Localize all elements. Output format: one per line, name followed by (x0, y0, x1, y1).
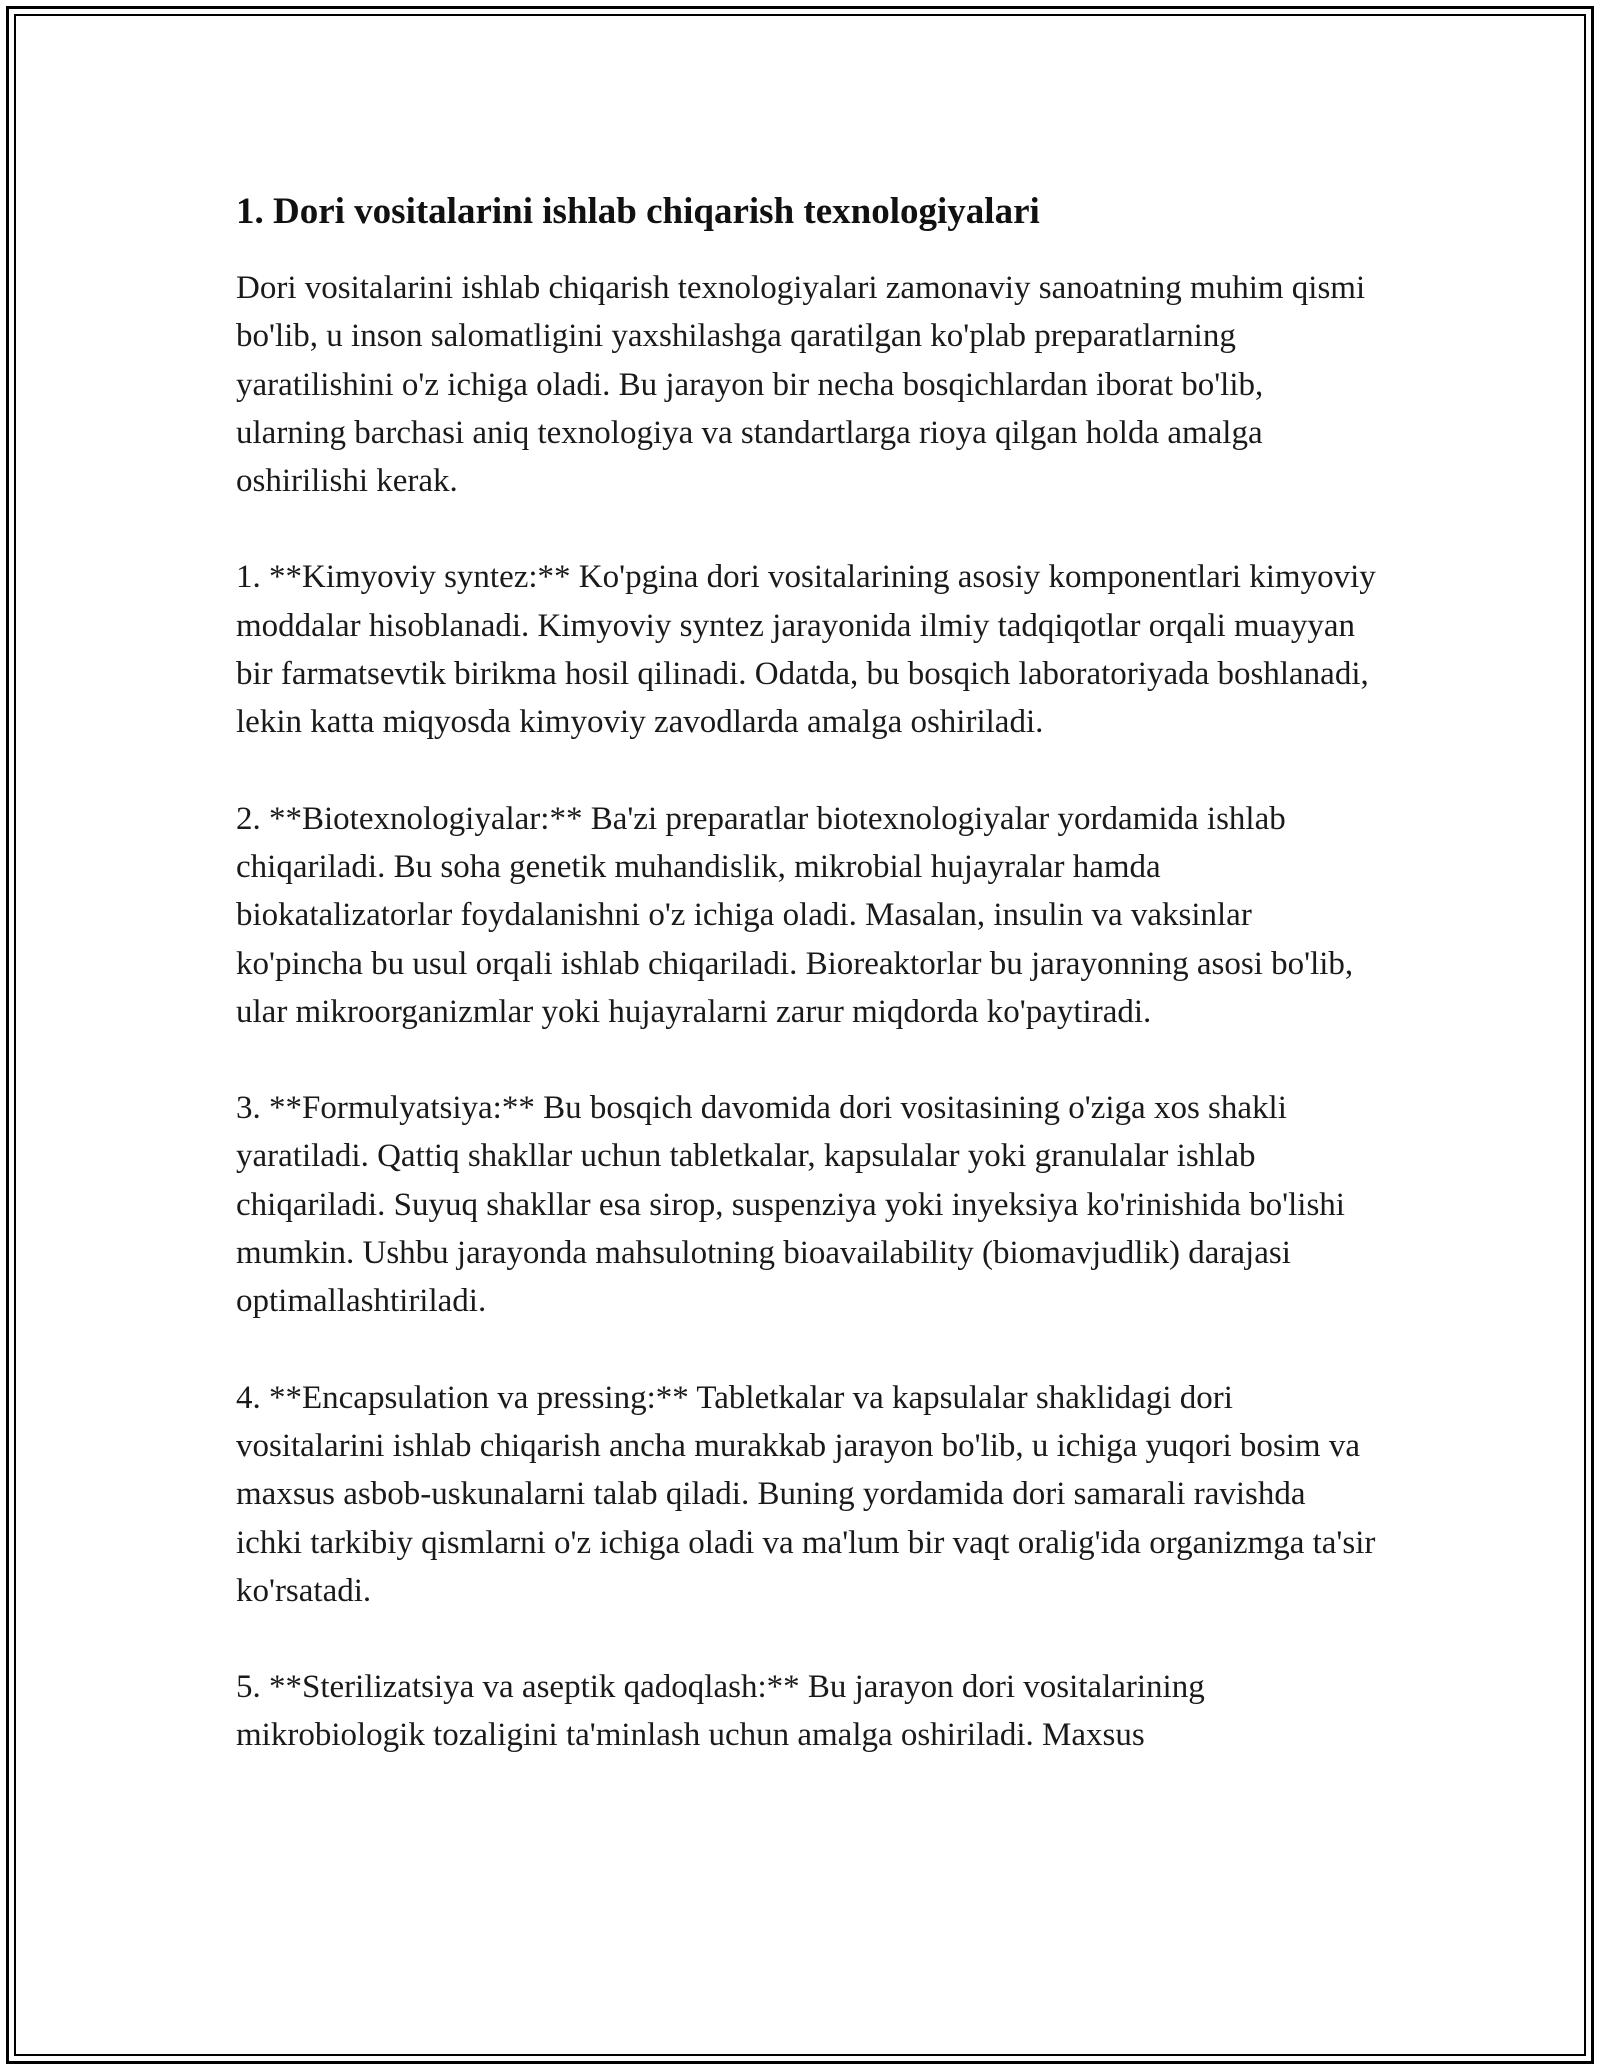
intro-paragraph: Dori vositalarini ishlab chiqarish texnologiyalari zamonaviy sanoatning muhim qismi bo'lib, u inson salomatligini yaxshilashga qaratilgan ko'plab preparatlarning yaratilishini o'z ichiga oladi. Bu jarayon bir necha bosqichlardan iborat bo'lib, ularning barchasi aniq texnologiya va standartlarga rioya qilgan holda amalga oshirilishi kerak. (236, 270, 1366, 500)
paragraph-chemical-synthesis: 1. **Kimyoviy syntez:** Ko'pgina dori vositalarining asosiy komponentlari kimyoviy moddalar hisoblanadi. Kimyoviy syntez jarayonida ilmiy tadqiqotlar orqali muayyan bir farmatsevtik birikma hosil qilinadi. Odatda, bu bosqich laboratoriyada boshlanadi, lekin katta miqyosda kimyoviy zavodlarda amalga oshiriladi. (236, 559, 1376, 741)
document-body (236, 188, 1376, 1760)
paragraph-formulation: 3. **Formulyatsiya:** Bu bosqich davomida dori vositasining o'ziga xos shakli yaratiladi. Qattiq shakllar uchun tabletkalar, kapsulalar yoki granulalar ishlab chiqariladi. Suyuq shakllar esa sirop, suspenziya yoki inyeksiya ko'rinishida bo'lishi mumkin. Ushbu jarayonda mahsulotning bioavailability (biomavjudlik) darajasi optimallashtiriladi. (236, 1090, 1345, 1320)
paragraph-biotechnologies: 2. **Biotexnologiyalar:** Ba'zi preparatlar biotexnologiyalar yordamida ishlab chiqariladi. Bu soha genetik muhandislik, mikrobial hujayralar hamda biokatalizatorlar foydalanishni o'z ichiga oladi. Masalan, insulin va vaksinlar ko'pincha bu usul orqali ishlab chiqariladi. Bioreaktorlar bu jarayonning asosi bo'lib, ular mikroorganizmlar yoki hujayralarni zarur miqdorda ko'paytiradi. (236, 800, 1354, 1030)
document-title: 1. Dori vositalarini ishlab chiqarish texnologiyalari (236, 191, 1040, 232)
paragraph-sterilization: 5. **Sterilizatsiya va aseptik qadoqlash:** Bu jarayon dori vositalarining mikrobiologik tozaligini ta'minlash uchun amalga oshiriladi. Maxsus (236, 1669, 1205, 1754)
paragraph-encapsulation: 4. **Encapsulation va pressing:** Tabletkalar va kapsulalar shaklidagi dori vositalarini ishlab chiqarish ancha murakkab jarayon bo'lib, u ichiga yuqori bosim va maxsus asbob-uskunalarni talab qiladi. Buning yordamida dori samarali ravishda ichki tarkibiy qismlarni o'z ichiga oladi va ma'lum bir vaqt oralig'ida organizmga ta'sir ko'rsatadi. (236, 1379, 1376, 1609)
